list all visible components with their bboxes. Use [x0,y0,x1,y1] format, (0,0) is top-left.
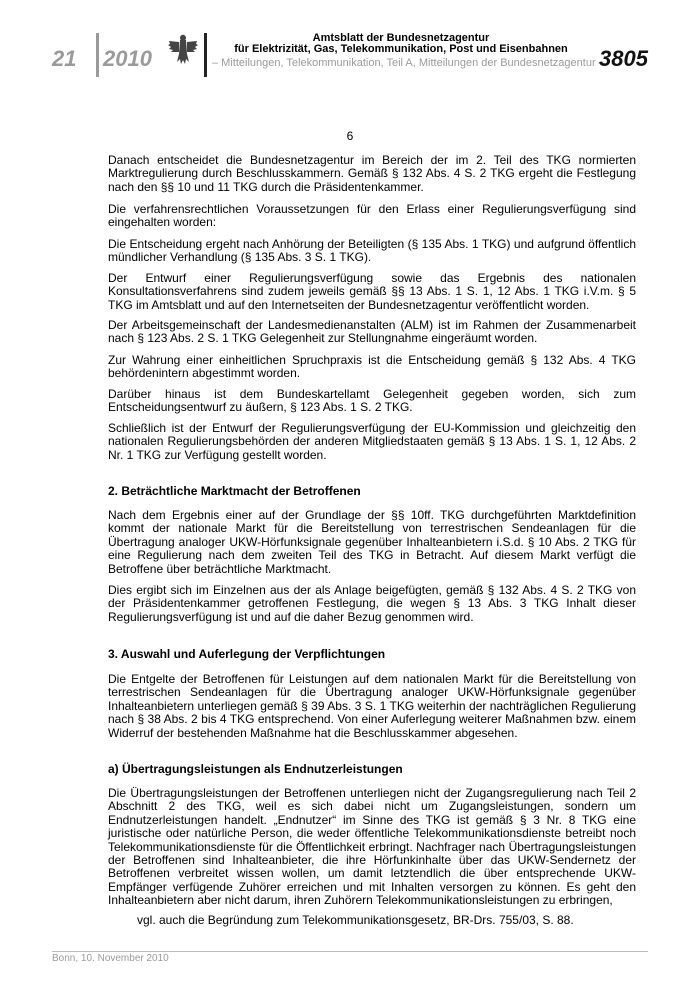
paragraph: Darüber hinaus ist dem Bundeskartellamt Gelegenheit gegeben worden, sich zum Entscheidungsentwurf zu äußern, § 123 Abs. 1 S. 2 TKG. [108,387,636,415]
paragraph: Zur Wahrung einer einheitlichen Spruchpraxis ist die Entscheidung gemäß § 132 Abs. 4 TKG behördenintern abgestimmt worden. [108,353,636,381]
paragraph: Die verfahrensrechtlichen Voraussetzungen für den Erlass einer Regulierungsverfügung sind eingehalten worden: [108,202,636,230]
header-bar [204,33,207,77]
paragraph: Die Übertragungsleistungen der Betroffenen unterliegen nicht der Zugangsregulierung nach Teil 2 Abschnitt 2 des TKG, weil es sich dabei nicht um Zugangsleistungen, sondern um Endnutzerleistungen handelt. „Endnutzer“ im Sinne des TKG ist gemäß § 3 Nr. 8 TKG eine juristische oder natürliche Person, die weder öffentliche Telekommunikationsdienste betreibt noch Telekommunikationsdienste für die Öffentlichkeit erbringt. Nachfrager nach Übertragungsleistungen der Betroffenen sind Inhalteanbieter, die ihre Hörfunkinhalte über das UKW-Sendernetz der Betroffenen verbreitet wissen wollen, um damit letztendlich die über entsprechende UKW-Empfänger verfügende Zuhörer erreichen und mit Inhalten versorgen zu können. Es geht den Inhalteanbietern aber nicht darum, ihren Zuhörern Telekommunikationsleistungen zu erbringen, [108,786,636,908]
paragraph: Nach dem Ergebnis einer auf der Grundlage der §§ 10ff. TKG durchgeführten Marktdefinition kommt der nationale Markt für die Bereitstellung von terrestrischen Sendeanlagen für die Übertragung analoger UKW-Hörfunksignale gegenüber Inhalteanbietern i.S.d. § 10 Abs. 2 TKG für eine Regulierung nach dem zweiten Teil des TKG in Betracht. Auf diesem Markt verfügt die Betroffene über beträchtliche Marktmacht. [108,508,636,576]
section-heading: 2. Beträchtliche Marktmacht der Betroffenen [108,484,361,498]
paragraph: Die Entscheidung ergeht nach Anhörung der Beteiligten (§ 135 Abs. 1 TKG) und aufgrund öffentlich mündlicher Verhandlung (§ 135 Abs. 3 S. 1 TKG). [108,237,636,265]
gazette-title-subline: für Elektrizität, Gas, Telekommunikation, Post und Eisenbahnen [234,43,568,55]
footer-place-date: Bonn, 10. November 2010 [52,953,169,964]
issue-number: 21 [52,46,77,71]
paragraph: Danach entscheidet die Bundesnetzagentur im Bereich der im 2. Teil des TKG normierten Marktregulierung durch Beschlusskammern. Gemäß § 132 Abs. 4 S. 2 TKG ergeht die Festlegung nach den §§ 10 und 11 TKG durch die Präsidentenkammer. [108,153,636,194]
footer-divider [52,951,648,952]
issue-year: 2010 [103,46,152,71]
gazette-title: Amtsblatt der Bundesnetzagentur [312,32,490,44]
federal-eagle-icon [167,32,199,68]
paragraph: Schließlich ist der Entwurf der Regulierungsverfügung der EU-Kommission und gleichzeitig den nationalen Regulierungsbehörden der anderen Mitgliedstaaten gemäß § 13 Abs. 1 S. 1, 12 Abs. 2 Nr. 1 TKG zur Verfügung gestellt worden. [108,421,636,462]
paragraph: Die Entgelte der Betroffenen für Leistungen auf dem nationalen Markt für die Bereitstellung von terrestrischen Sendeanlagen für die Übertragung analoger UKW-Hörfunksignale gegenüber Inhalteanbietern unterliegen gemäß § 39 Abs. 3 S. 1 TKG weiterhin der nachträglichen Regulierung nach § 38 Abs. 2 bis 4 TKG entsprechend. Von einer Auferlegung weiterer Maßnahmen bzw. einem Widerruf der bestehenden Maßnahme hat die Beschlusskammer abgesehen. [108,672,636,740]
section-heading: a) Übertragungsleistungen als Endnutzerleistungen [108,762,403,776]
footnote: vgl. auch die Begründung zum Telekommunikationsgesetz, BR-Drs. 755/03, S. 88. [137,913,574,927]
paragraph: Dies ergibt sich im Einzelnen aus der als Anlage beigefügten, gemäß § 132 Abs. 4 S. 2 TKG von der Präsidentenkammer getroffenen Festlegung, die wegen § 13 Abs. 3 TKG Inhalt dieser Regulierungsverfügung ist und auf die daher Bezug genommen wird. [108,583,636,624]
section-heading: 3. Auswahl und Auferlegung der Verpflichtungen [108,647,386,661]
paragraph: Der Arbeitsgemeinschaft der Landesmedienanstalten (ALM) ist im Rahmen der Zusammenarbeit nach § 123 Abs. 2 S. 1 TKG Gelegenheit zur Stellungnahme eingeräumt worden. [108,318,636,346]
gazette-page-number: 3805 [599,46,648,71]
document-page-index: 6 [346,129,354,143]
gazette-section: – Mitteilungen, Telekommunikation, Teil A, Mitteilungen der Bundesnetzagentur – [212,57,605,69]
paragraph: Der Entwurf einer Regulierungsverfügung sowie das Ergebnis des nationalen Konsultationsverfahrens sind zudem jeweils gemäß §§ 13 Abs. 1 S. 1, 12 Abs. 1 TKG i.V.m. § 5 TKG im Amtsblatt und auf den Internetseiten der Bundesnetzagentur veröffentlicht worden. [108,271,636,312]
header-divider [96,33,99,77]
